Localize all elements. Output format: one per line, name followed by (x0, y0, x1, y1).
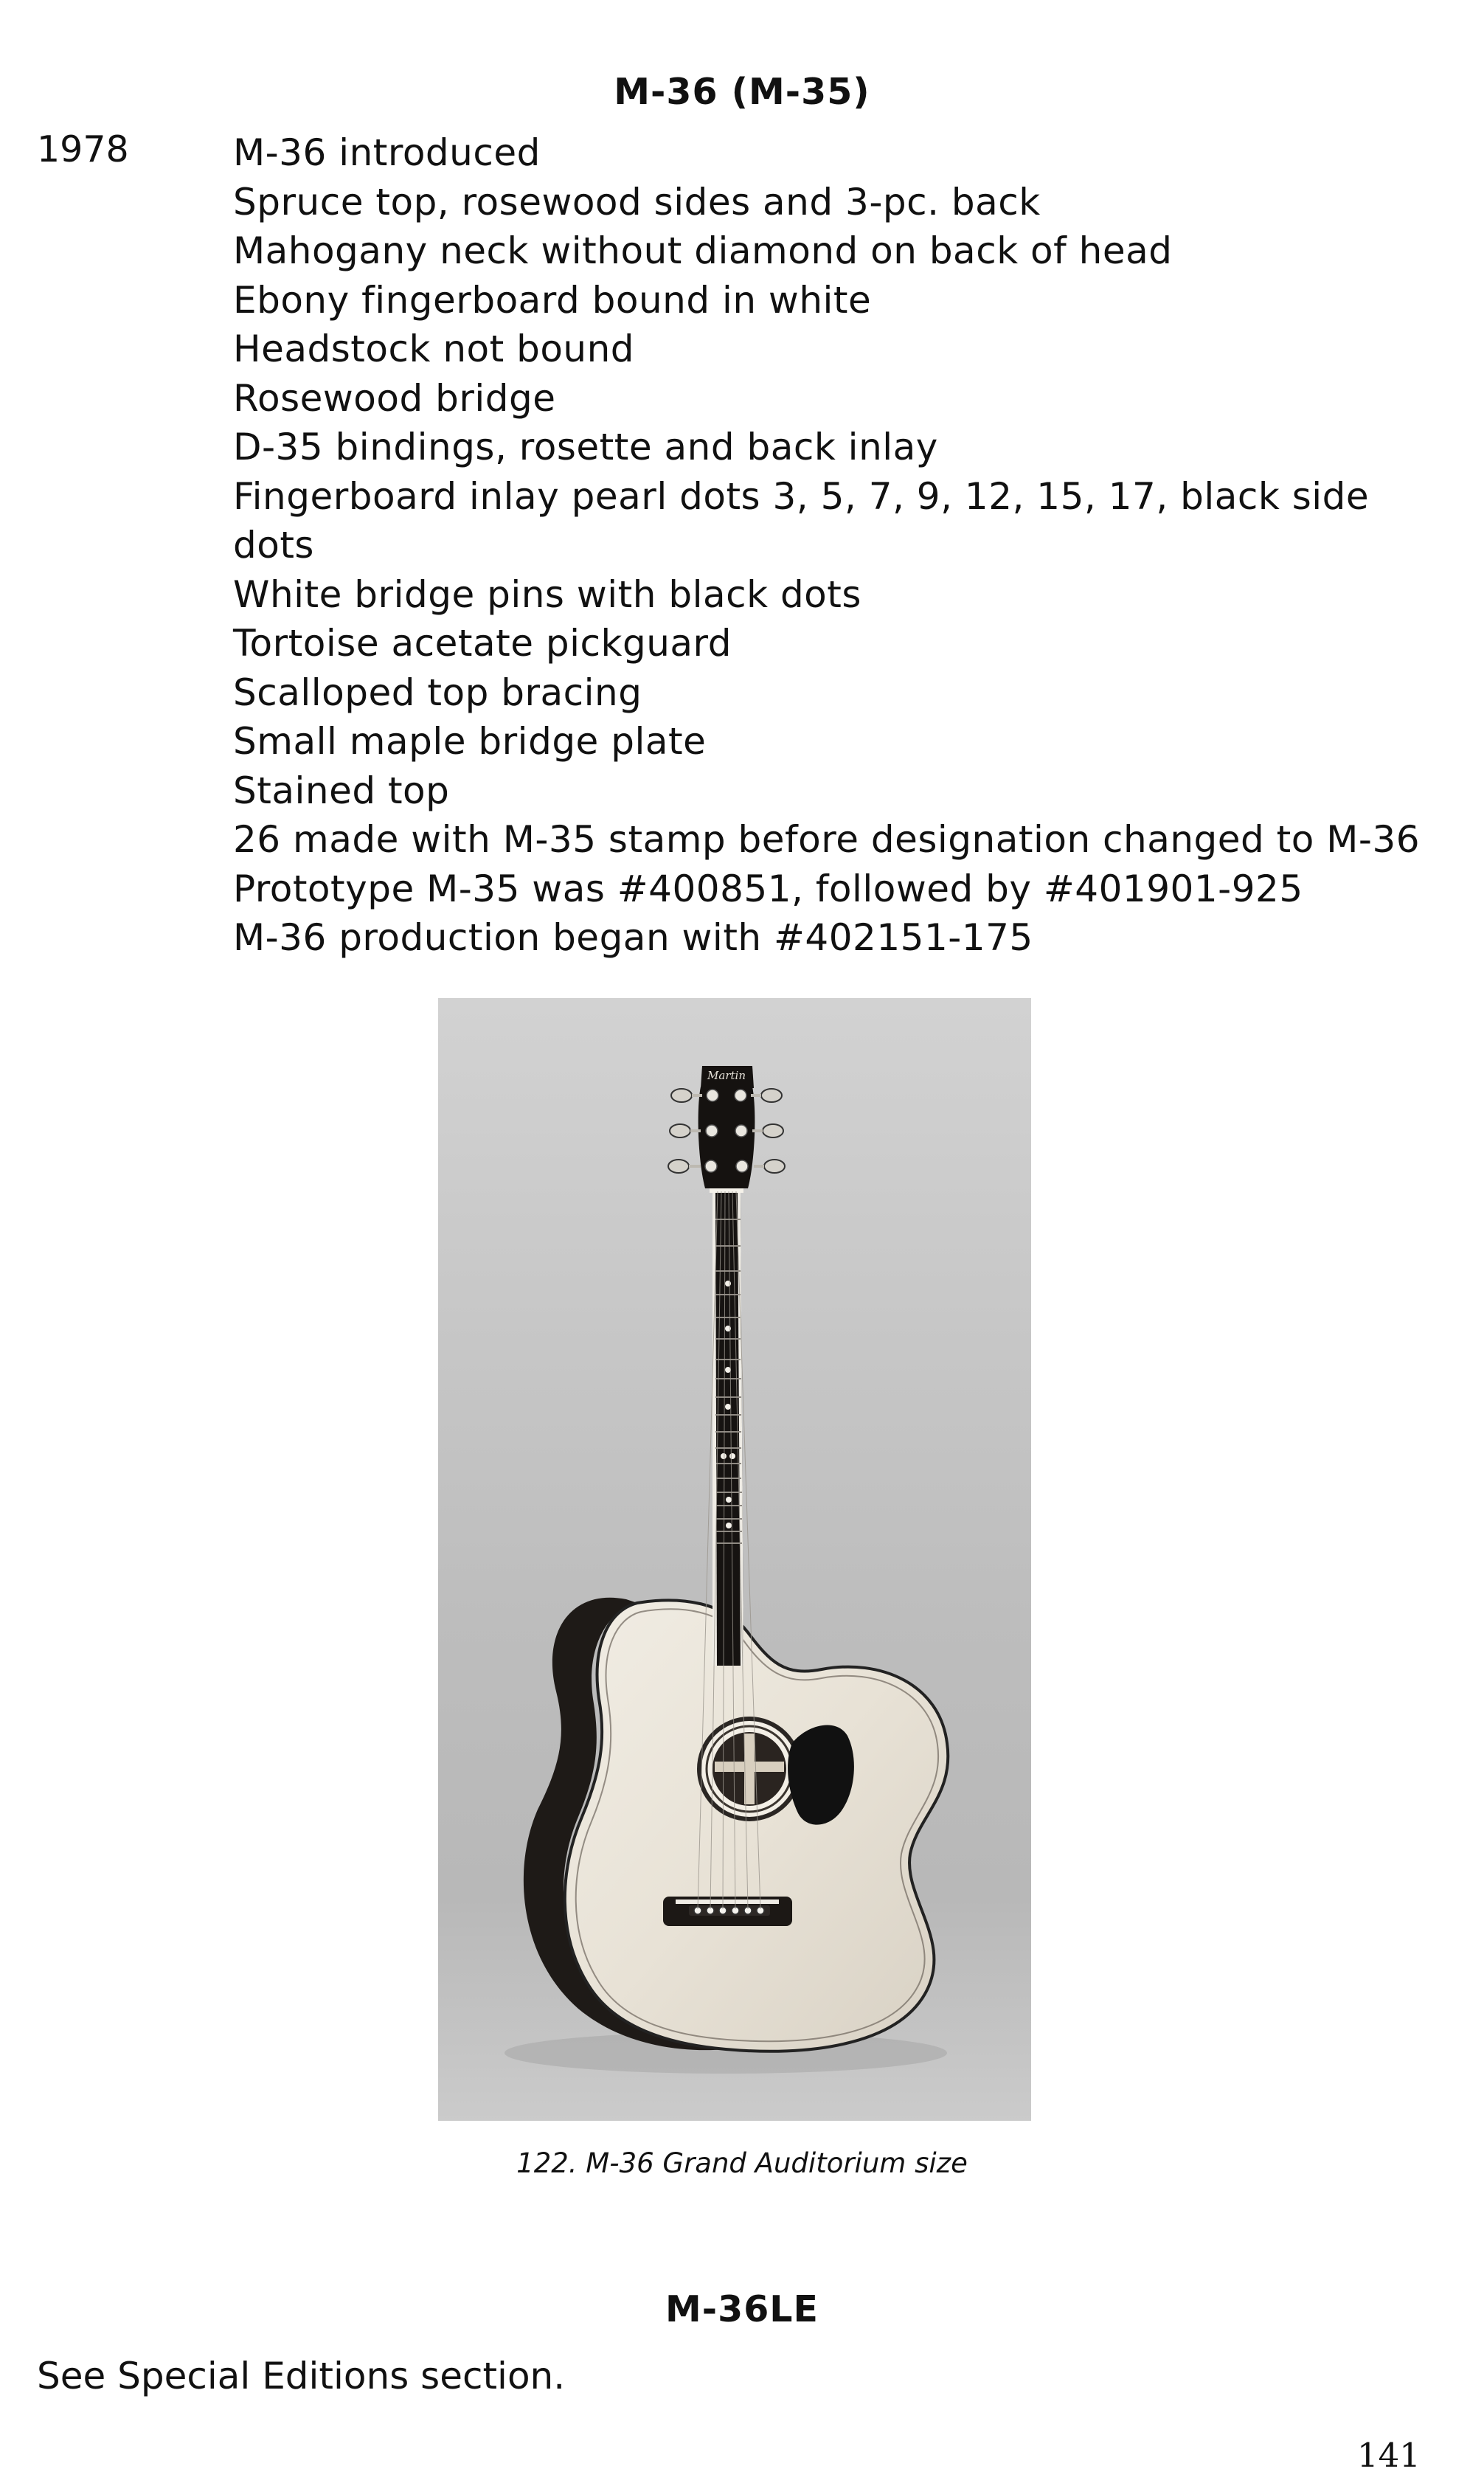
spec-item: Rosewood bridge (233, 376, 556, 420)
spec-item: D-35 bindings, rosette and back inlay (233, 426, 938, 468)
see-special-editions-text: See Special Editions section. (37, 2355, 566, 2397)
spec-item: 26 made with M-35 stamp before designation changed to M-36 (233, 818, 1421, 861)
spec-item: Scalloped top bracing (233, 671, 642, 714)
guitar-photo (438, 998, 1031, 2121)
spec-item: Mahogany neck without diamond on back of head (233, 229, 1173, 272)
spec-item: Tortoise acetate pickguard (233, 622, 732, 665)
spec-item: Fingerboard inlay pearl dots 3, 5, 7, 9, 12, 15, 17, black side dots (233, 474, 1370, 567)
spec-item: M-36 production began with #402151-175 (233, 916, 1033, 959)
guitar-illustration (438, 998, 1031, 2121)
spec-item: Small maple bridge plate (233, 720, 707, 763)
spec-item: M-36 introduced (233, 131, 541, 174)
section-title-m36: M-36 (M-35) (614, 71, 870, 113)
headstock-logo: Martin (707, 1069, 746, 1082)
page-number: 141 (1357, 2436, 1421, 2475)
spec-list (233, 128, 1457, 963)
spec-item: Prototype M-35 was #400851, followed by #401901-925 (233, 867, 1303, 910)
section-title-m36le: M-36LE (665, 2288, 819, 2330)
figure-caption: 122. M-36 Grand Auditorium size (516, 2147, 968, 2179)
spec-item: Stained top (233, 769, 450, 812)
spec-item: Spruce top, rosewood sides and 3-pc. back (233, 180, 1041, 224)
spec-item: Headstock not bound (233, 328, 635, 370)
spec-item: Ebony fingerboard bound in white (233, 278, 872, 322)
year-label: 1978 (37, 128, 129, 170)
spec-item: White bridge pins with black dots (233, 572, 861, 616)
